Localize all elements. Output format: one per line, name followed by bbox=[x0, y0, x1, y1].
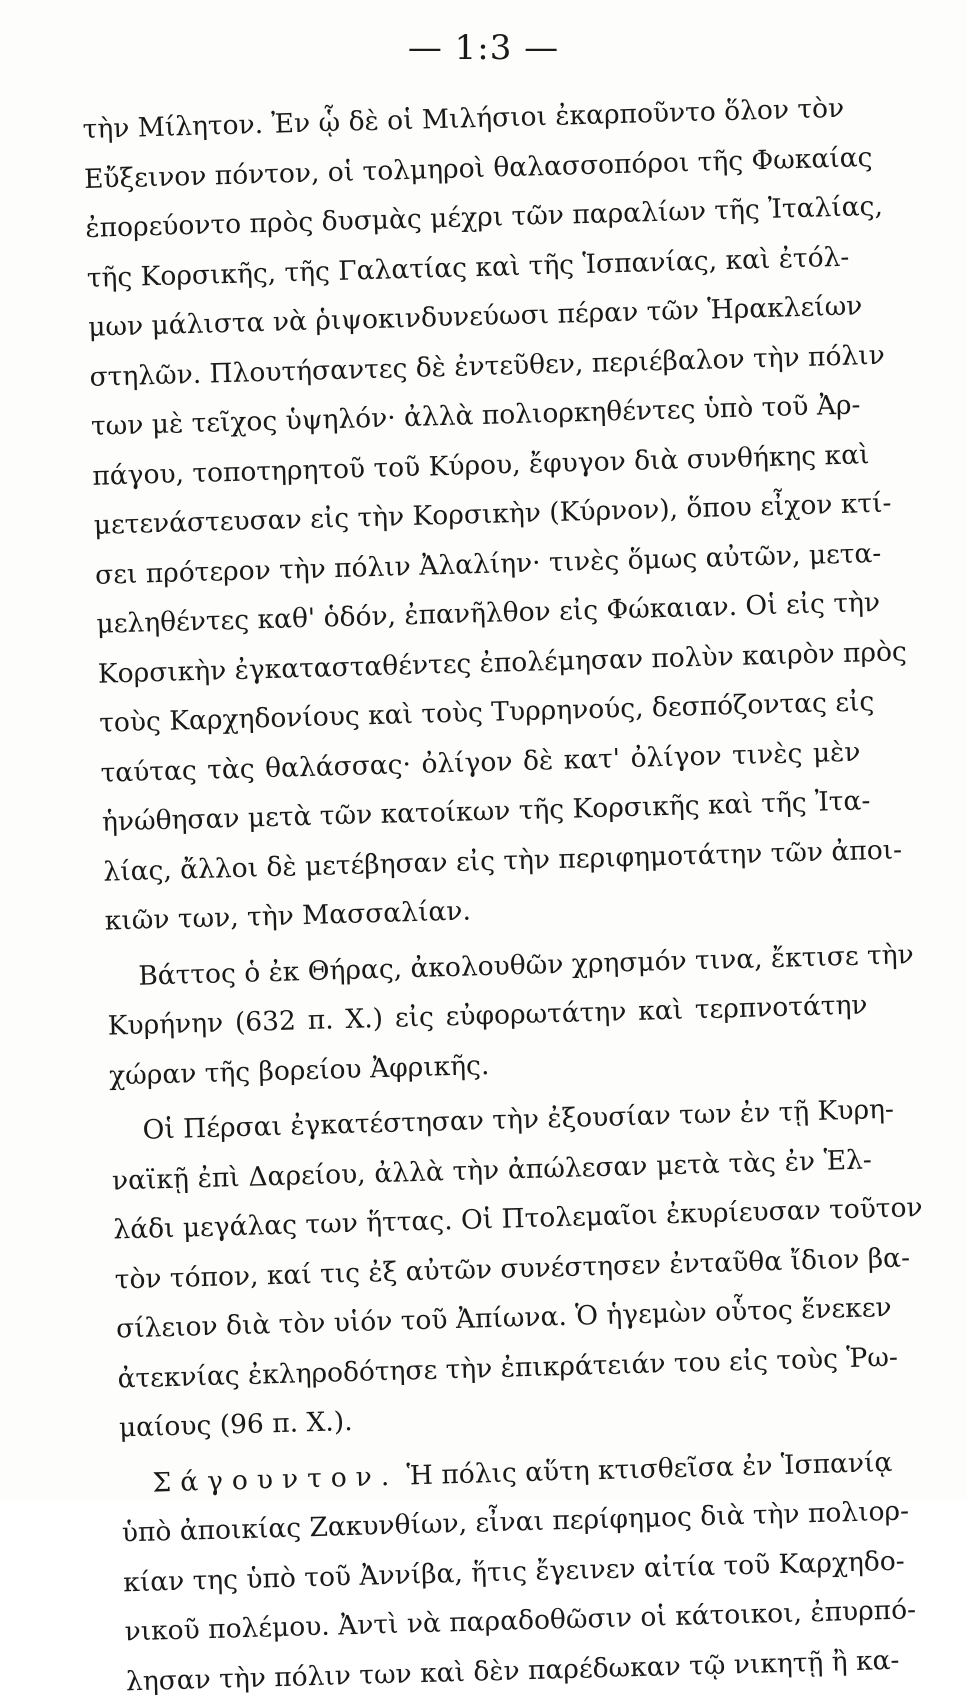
text-line: λησαν τὴν πόλιν των καὶ δὲν παρέδωκαν τῷ νικητῇ ἢ κα- bbox=[125, 1644, 900, 1697]
text-line: κιῶν των, τὴν Μασσαλίαν. bbox=[104, 895, 472, 937]
text-line: λάδι μεγάλας των ἥττας. Οἱ Πτολεμαῖοι ἐκυρίευσαν τοῦτον bbox=[112, 1191, 923, 1246]
text-line: τὴν Μίλητον. Ἐν ᾧ δὲ οἱ Μιλήσιοι ἐκαρποῦντο ὅλον τὸν bbox=[82, 92, 845, 145]
text-line: σει πρότερον τὴν πόλιν Ἀλαλίην· τινὲς ὅμως αὐτῶν, μετα- bbox=[94, 537, 882, 591]
text-line: ἀτεκνίας ἐκληροδότησε τὴν ἐπικράτειάν του εἰς τοὺς Ῥω- bbox=[117, 1341, 899, 1394]
text-line-rest: Ἡ πόλις αὕτη κτισθεῖσα ἐν Ἱσπανίᾳ bbox=[406, 1446, 893, 1491]
page-number: — 1:3 — bbox=[407, 28, 560, 68]
paragraph-saguntum bbox=[120, 1438, 917, 1706]
text-line: μαίους (96 π. Χ.). bbox=[118, 1405, 353, 1444]
paragraph-colonies-phocaea bbox=[82, 84, 908, 946]
text-line: μετενάστευσαν εἰς τὴν Κορσικὴν (Κύρνον), ὅπου εἶχον κτί- bbox=[93, 487, 892, 541]
text-line: Κυρήνην (632 π. Χ.) εἰς εὐφορωτάτην καὶ τερπνοτάτην bbox=[107, 989, 868, 1042]
text-line: πάγου, τοποτηρητοῦ τοῦ Κύρου, ἔφυγον διὰ συνθήκης καὶ bbox=[91, 438, 870, 492]
text-line: Βάττος ὁ ἐκ Θήρας, ἀκολουθῶν χρησμόν τινα, ἔκτισε τὴν bbox=[137, 938, 915, 992]
text-line: ταύτας τὰς θαλάσσας· ὀλίγον δὲ κατ' ὀλίγον τινὲς μὲν bbox=[100, 736, 861, 789]
body-text bbox=[82, 84, 923, 1706]
paragraph-lead-term: Σάγουντον. bbox=[152, 1460, 399, 1499]
text-line: κίαν της ὑπὸ τοῦ Ἀννίβα, ἥτις ἔγεινεν αἰτία τοῦ Καρχηδο- bbox=[122, 1545, 906, 1598]
text-line: λίας, ἄλλοι δὲ μετέβησαν εἰς τὴν περιφημοτάτην τῶν ἀποι- bbox=[102, 833, 903, 888]
text-line: Κορσικὴν ἐγκατασταθέντες ἐπολέμησαν πολὺν καιρὸν πρὸς bbox=[97, 635, 908, 690]
text-line: Εὔξεινον πόντον, οἱ τολμηροὶ θαλασσοπόροι τῆς Φωκαίας bbox=[83, 141, 873, 195]
text-line: ναϊκῇ ἐπὶ Δαρείου, ἀλλὰ τὴν ἀπώλεσαν μετὰ τὰς ἐν Ἑλ- bbox=[111, 1143, 873, 1197]
text-line: σίλειον διὰ τὸν υἱόν τοῦ Ἀπίωνα. Ὁ ἡγεμὼν οὗτος ἕνεκεν bbox=[115, 1291, 892, 1345]
text-line: Οἱ Πέρσαι ἐγκατέστησαν τὴν ἐξουσίαν των ἐν τῇ Κυρη- bbox=[142, 1093, 895, 1146]
text-line: των μὲ τεῖχος ὑψηλόν· ἀλλὰ πολιορκηθέντες ὑπὸ τοῦ Ἀρ- bbox=[90, 389, 861, 442]
text-line: τῆς Κορσικῆς, τῆς Γαλατίας καὶ τῆς Ἱσπανίας, καὶ ἐτόλ- bbox=[86, 241, 850, 294]
paragraph-persians-cyrenaica bbox=[110, 1085, 923, 1453]
text-line: νικοῦ πολέμου. Ἀντὶ νὰ παραδοθῶσιν οἱ κάτοικοι, ἐπυρπό- bbox=[124, 1594, 917, 1648]
text-line: τὸν τόπον, καί τις ἐξ αὐτῶν συνέστησεν ἐνταῦθα ἴδιον βα- bbox=[114, 1241, 911, 1296]
text-line: ὑπὸ ἀποικίας Ζακυνθίων, εἶναι περίφημος διὰ τὴν πολιορ- bbox=[121, 1495, 910, 1549]
text-line: ἐπορεύοντο πρὸς δυσμὰς μέχρι τῶν παραλίων τῆς Ἰταλίας, bbox=[85, 190, 884, 244]
text-line: χώραν τῆς βορείου Ἀφρικῆς. bbox=[108, 1049, 490, 1092]
text-line: τοὺς Καρχηδονίους καὶ τοὺς Τυρρηνούς, δεσπόζοντας εἰς bbox=[98, 686, 875, 739]
text-line: ἡνώθησαν μετὰ τῶν κατοίκων τῆς Κορσικῆς καὶ τῆς Ἰτα- bbox=[101, 785, 871, 838]
text-line: μων μάλιστα νὰ ῥιψοκινδυνεύωσι πέραν τῶν Ἡρακλείων bbox=[87, 290, 863, 343]
paragraph-cyrene bbox=[106, 931, 915, 1101]
text-line: μεληθέντες καθ' ὁδόν, ἐπανῆλθον εἰς Φώκαιαν. Οἱ εἰς τὴν bbox=[96, 586, 881, 640]
text-line: στηλῶν. Πλουτήσαντες δὲ ἐντεῦθεν, περιέβαλον τὴν πόλιν bbox=[89, 339, 886, 393]
